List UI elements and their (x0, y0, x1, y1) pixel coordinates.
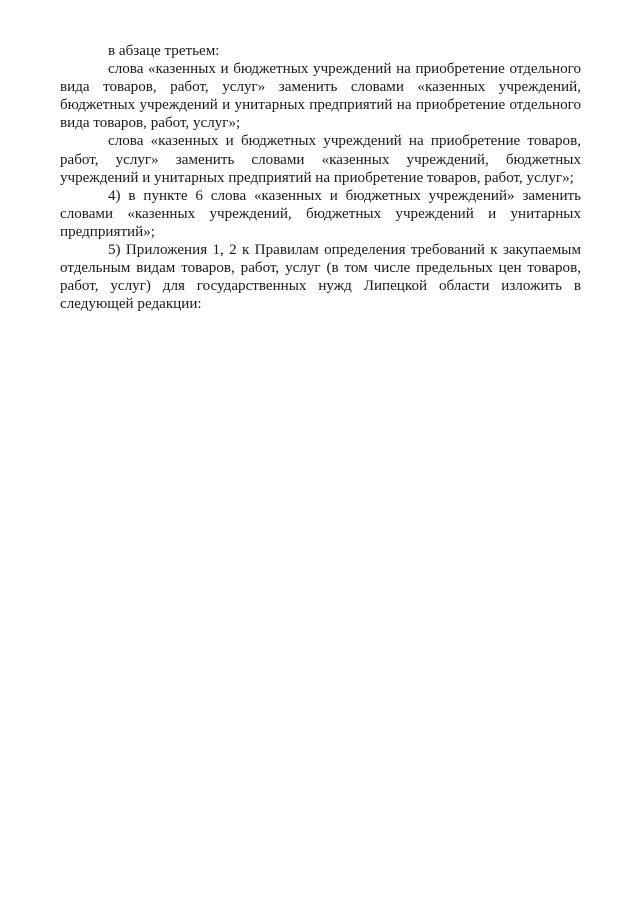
paragraph-replace-2: слова «казенных и бюджетных учреждений на приобретение товаров, работ, услуг» заменить словами «казенных учреждений, бюджетных учреждений и унитарных предприятий на приобретение товаров, работ, услуг»; (60, 133, 581, 186)
paragraph-item-5: 5) Приложения 1, 2 к Правилам определения требований к закупаемым отдельным видам товаров, работ, услуг (в том числе предельных цен товаров, работ, услуг) для государственных нужд Липецкой области изложить в следующей редакции: (60, 242, 581, 313)
paragraph-item-4: 4) в пункте 6 слова «казенных и бюджетных учреждений» заменить словами «казенных учреждений, бюджетных учреждений и унитарных предприятий»; (60, 187, 581, 240)
paragraph-intro: в абзаце третьем: (108, 43, 220, 59)
paragraph-replace-1: слова «казенных и бюджетных учреждений на приобретение отдельного вида товаров, работ, услуг» заменить словами «казенных учреждений, бюджетных учреждений и унитарных предприятий на приобретение отдельного вида товаров, работ, услуг»; (60, 61, 581, 132)
document-page (60, 42, 581, 313)
